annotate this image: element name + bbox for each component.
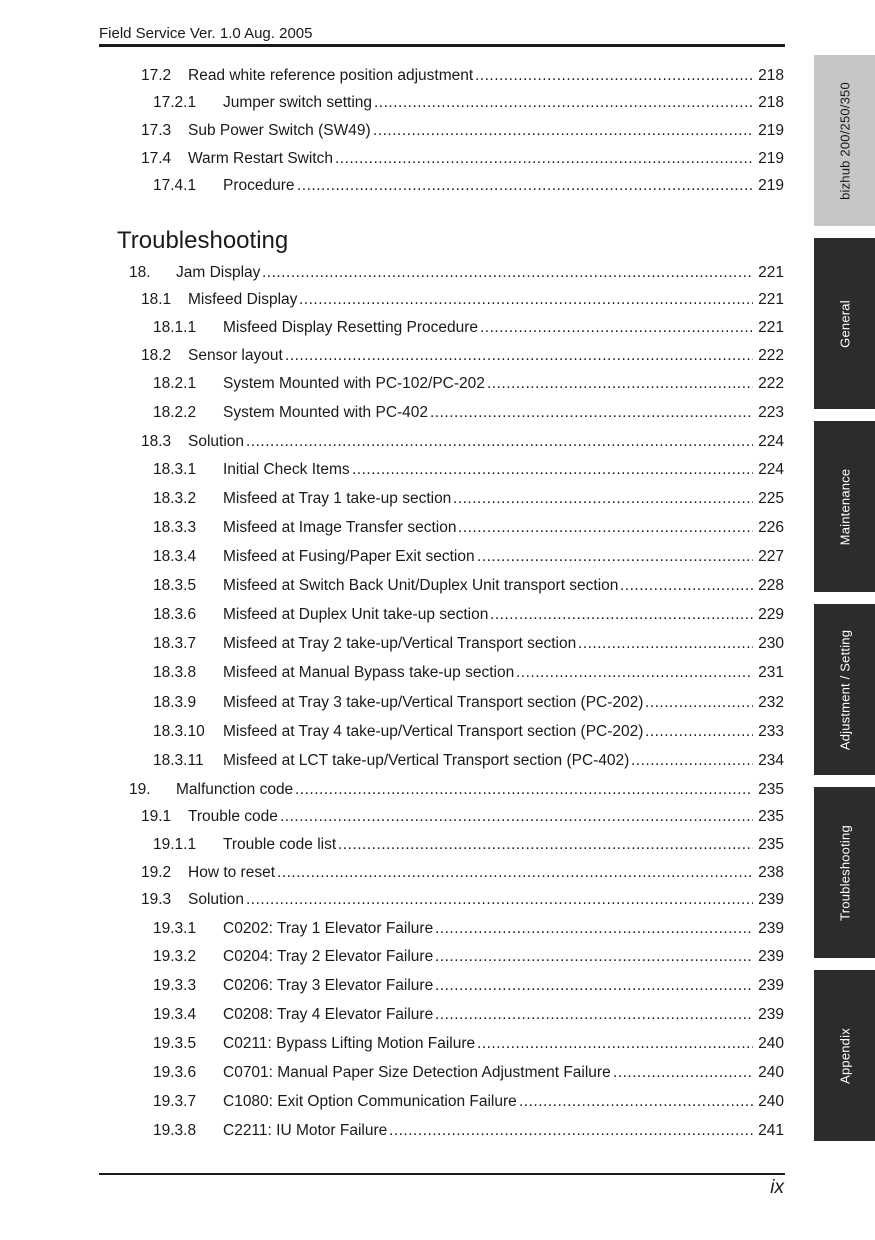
toc-entry[interactable]: [0, 750, 790, 772]
toc-entry-page: 218: [758, 94, 784, 111]
toc-entry-page: 234: [758, 752, 784, 769]
toc-entry-title: Misfeed at Fusing/Paper Exit section: [223, 548, 475, 565]
toc-leader-dots: [480, 317, 753, 339]
toc-leader-dots: [285, 345, 753, 367]
toc-entry[interactable]: [0, 373, 790, 395]
toc-leader-dots: [435, 1004, 753, 1026]
toc-entry[interactable]: [0, 633, 790, 655]
toc-entry-page: 221: [758, 319, 784, 336]
toc-leader-dots: [458, 517, 753, 539]
toc-entry-number: 17.3: [141, 122, 172, 139]
toc-entry-page: 225: [758, 490, 784, 507]
toc-entry-page: 230: [758, 635, 784, 652]
side-tab-label: Appendix: [837, 1027, 852, 1084]
toc-entry-number: 19.1.1: [153, 836, 197, 853]
toc-entry-number: 18.2: [141, 347, 172, 364]
toc-entry[interactable]: [0, 662, 790, 684]
side-tab-label: Troubleshooting: [837, 824, 852, 921]
toc-leader-dots: [338, 834, 753, 856]
toc-leader-dots: [477, 1033, 753, 1055]
toc-entry-page: 235: [758, 781, 784, 798]
toc-entry-title: Warm Restart Switch: [188, 150, 333, 167]
toc-entry[interactable]: [0, 1120, 790, 1142]
toc-entry-title: Misfeed at Duplex Unit take-up section: [223, 606, 489, 623]
toc-entry-title: Initial Check Items: [223, 461, 350, 478]
toc-entry-title: C0211: Bypass Lifting Motion Failure: [223, 1035, 476, 1052]
toc-entry[interactable]: [0, 517, 790, 539]
toc-entry-title: Solution: [188, 433, 245, 450]
toc-entry-title: Trouble code list: [223, 836, 337, 853]
toc-entry-title: Misfeed at Image Transfer section: [223, 519, 457, 536]
toc-entry[interactable]: [0, 148, 790, 170]
side-tab-appendix[interactable]: [814, 970, 875, 1141]
toc-entry-page: 233: [758, 723, 784, 740]
toc-entry[interactable]: [0, 862, 790, 884]
toc-leader-dots: [435, 918, 753, 940]
toc-leader-dots: [373, 120, 753, 142]
toc-entry[interactable]: [0, 1033, 790, 1055]
toc-entry-number: 18.1: [141, 291, 172, 308]
toc-entry-number: 19.: [129, 781, 151, 798]
toc-entry-number: 19.3.5: [153, 1035, 197, 1052]
toc-entry-page: 239: [758, 920, 784, 937]
toc-entry[interactable]: [0, 1062, 790, 1084]
toc-entry-title: C0206: Tray 3 Elevator Failure: [223, 977, 434, 994]
toc-entry-title: Procedure: [223, 177, 295, 194]
footer-rule: [99, 1173, 785, 1175]
toc-entry[interactable]: [0, 918, 790, 940]
side-tab-label: General: [837, 299, 852, 348]
toc-leader-dots: [477, 546, 753, 568]
toc-entry-page: 219: [758, 150, 784, 167]
toc-entry-title: Misfeed Display Resetting Procedure: [223, 319, 479, 336]
toc-entry-number: 18.2.2: [153, 404, 197, 421]
toc-entry-title: Misfeed at LCT take-up/Vertical Transport section (PC-402): [223, 752, 630, 769]
toc-entry-page: 232: [758, 694, 784, 711]
toc-leader-dots: [453, 488, 753, 510]
toc-leader-dots: [335, 148, 753, 170]
toc-entry-page: 218: [758, 67, 784, 84]
toc-leader-dots: [299, 289, 753, 311]
toc-entry-number: 19.3.2: [153, 948, 197, 965]
toc-entry[interactable]: [0, 889, 790, 911]
toc-entry-title: C1080: Exit Option Communication Failure: [223, 1093, 517, 1110]
toc-entry[interactable]: [0, 721, 790, 743]
toc-entry-number: 17.4: [141, 150, 172, 167]
toc-entry[interactable]: [0, 575, 790, 597]
toc-entry-number: 18.3.7: [153, 635, 197, 652]
toc-entry[interactable]: [0, 459, 790, 481]
toc-leader-dots: [645, 721, 753, 743]
toc-entry-number: 19.1: [141, 808, 172, 825]
toc-leader-dots: [295, 779, 753, 801]
toc-leader-dots: [389, 1120, 753, 1142]
toc-entry-title: Trouble code: [188, 808, 278, 825]
toc-entry[interactable]: [0, 946, 790, 968]
side-tab-troubleshooting[interactable]: [814, 787, 875, 958]
toc-entry[interactable]: [0, 806, 790, 828]
toc-entry-number: 18.3.2: [153, 490, 197, 507]
toc-entry[interactable]: [0, 779, 790, 801]
toc-leader-dots: [475, 65, 753, 87]
toc-entry-page: 239: [758, 891, 784, 908]
toc-leader-dots: [374, 92, 753, 114]
toc-leader-dots: [620, 575, 753, 597]
toc-entry-title: Misfeed at Tray 2 take-up/Vertical Transport section: [223, 635, 577, 652]
toc-entry[interactable]: [0, 262, 790, 284]
toc-entry-title: System Mounted with PC-402: [223, 404, 429, 421]
side-tab-maintenance[interactable]: [814, 421, 875, 592]
toc-leader-dots: [613, 1062, 753, 1084]
toc-entry[interactable]: [0, 975, 790, 997]
side-tab-adjustment-setting[interactable]: [814, 604, 875, 775]
toc-entry-page: 240: [758, 1035, 784, 1052]
toc-leader-dots: [246, 431, 753, 453]
toc-entry-page: 235: [758, 836, 784, 853]
toc-entry-page: 226: [758, 519, 784, 536]
toc-entry-number: 18.3.4: [153, 548, 197, 565]
toc-entry-number: 18.1.1: [153, 319, 197, 336]
toc-entry-page: 228: [758, 577, 784, 594]
toc-entry-page: 224: [758, 433, 784, 450]
toc-entry-title: Solution: [188, 891, 245, 908]
toc-entry-page: 240: [758, 1093, 784, 1110]
toc-entry[interactable]: [0, 317, 790, 339]
toc-entry-number: 18.3.3: [153, 519, 197, 536]
toc-entry-number: 19.3.8: [153, 1122, 197, 1139]
toc-entry-title: Jam Display: [176, 264, 261, 281]
toc-entry-number: 18.3.5: [153, 577, 197, 594]
toc-entry-title: C0701: Manual Paper Size Detection Adjustment Failure: [223, 1064, 611, 1081]
toc-entry-page: 227: [758, 548, 784, 565]
toc-entry-title: Malfunction code: [176, 781, 294, 798]
toc-entry-title: Misfeed at Switch Back Unit/Duplex Unit transport section: [223, 577, 619, 594]
toc-entry-page: 241: [758, 1122, 784, 1139]
toc-entry[interactable]: [0, 120, 790, 142]
toc-leader-dots: [352, 459, 753, 481]
toc-entry[interactable]: [0, 1091, 790, 1113]
toc-entry-title: System Mounted with PC-102/PC-202: [223, 375, 485, 392]
toc-entry-page: 219: [758, 177, 784, 194]
toc-entry-number: 18.3.6: [153, 606, 197, 623]
toc-entry[interactable]: [0, 488, 790, 510]
toc-leader-dots: [487, 373, 753, 395]
toc-leader-dots: [277, 862, 753, 884]
toc-entry[interactable]: [0, 402, 790, 424]
toc-entry-title: Misfeed at Manual Bypass take-up section: [223, 664, 515, 681]
toc-entry-page: 235: [758, 808, 784, 825]
toc-entry-page: 224: [758, 461, 784, 478]
toc-leader-dots: [519, 1091, 753, 1113]
toc-entry[interactable]: [0, 65, 790, 87]
toc-entry-number: 18.3.10: [153, 723, 205, 740]
header-rule: [99, 44, 785, 47]
toc-leader-dots: [578, 633, 753, 655]
toc-entry-title: Sub Power Switch (SW49): [188, 122, 371, 139]
toc-entry-page: 239: [758, 977, 784, 994]
toc-entry-number: 18.3.9: [153, 694, 197, 711]
toc-entry-number: 19.3.7: [153, 1093, 197, 1110]
toc-entry[interactable]: [0, 834, 790, 856]
toc-entry-page: 229: [758, 606, 784, 623]
toc-entry[interactable]: [0, 604, 790, 626]
toc-entry-number: 19.2: [141, 864, 172, 881]
toc-entry-page: 238: [758, 864, 784, 881]
toc-entry-page: 221: [758, 291, 784, 308]
toc-entry-number: 18.: [129, 264, 151, 281]
toc-entry-title: C0204: Tray 2 Elevator Failure: [223, 948, 434, 965]
toc-entry[interactable]: [0, 431, 790, 453]
toc-entry-number: 19.3.1: [153, 920, 197, 937]
toc-leader-dots: [280, 806, 753, 828]
toc-leader-dots: [297, 175, 753, 197]
toc-entry-number: 18.3.1: [153, 461, 197, 478]
toc-entry[interactable]: [0, 546, 790, 568]
toc-leader-dots: [246, 889, 753, 911]
toc-entry-page: 223: [758, 404, 784, 421]
side-tab-label: bizhub 200/250/350: [837, 81, 852, 200]
toc-entry-number: 17.2.1: [153, 94, 197, 111]
toc-entry-title: Read white reference position adjustment: [188, 67, 474, 84]
toc-entry-number: 18.3.8: [153, 664, 197, 681]
toc-leader-dots: [435, 975, 753, 997]
toc-entry-page: 239: [758, 948, 784, 965]
toc-entry-title: Misfeed at Tray 4 take-up/Vertical Transport section (PC-202): [223, 723, 644, 740]
toc-entry[interactable]: [0, 1004, 790, 1026]
toc-entry-number: 19.3: [141, 891, 172, 908]
toc-entry-page: 231: [758, 664, 784, 681]
toc-entry-title: Sensor layout: [188, 347, 283, 364]
toc-entry-page: 240: [758, 1064, 784, 1081]
toc-entry-title: Misfeed at Tray 1 take-up section: [223, 490, 452, 507]
toc-entry-number: 18.3.11: [153, 752, 204, 769]
toc-entry-number: 19.3.3: [153, 977, 197, 994]
side-tab-model[interactable]: [814, 55, 875, 226]
toc-entry-number: 18.2.1: [153, 375, 197, 392]
toc-entry-page: 222: [758, 347, 784, 364]
toc-entry[interactable]: [0, 92, 790, 114]
toc-entry-number: 17.4.1: [153, 177, 197, 194]
side-tab-general[interactable]: [814, 238, 875, 409]
toc-leader-dots: [435, 946, 753, 968]
side-tab-label: Adjustment / Setting: [837, 629, 852, 750]
page-number: ix: [770, 1177, 784, 1198]
toc-entry[interactable]: [0, 692, 790, 714]
toc-leader-dots: [516, 662, 753, 684]
toc-entry[interactable]: [0, 289, 790, 311]
toc-entry-title: C2211: IU Motor Failure: [223, 1122, 388, 1139]
toc-entry-title: Misfeed at Tray 3 take-up/Vertical Transport section (PC-202): [223, 694, 644, 711]
toc-entry-number: 18.3: [141, 433, 172, 450]
toc-leader-dots: [262, 262, 753, 284]
toc-entry-page: 222: [758, 375, 784, 392]
toc-entry-number: 17.2: [141, 67, 172, 84]
toc-entry[interactable]: [0, 175, 790, 197]
section-title: Troubleshooting: [117, 227, 289, 254]
toc-leader-dots: [631, 750, 753, 772]
toc-leader-dots: [645, 692, 753, 714]
toc-entry-page: 239: [758, 1006, 784, 1023]
toc-entry-title: Jumper switch setting: [223, 94, 373, 111]
toc-entry-number: 19.3.6: [153, 1064, 197, 1081]
toc-entry-number: 19.3.4: [153, 1006, 197, 1023]
toc-leader-dots: [490, 604, 753, 626]
toc-entry-page: 219: [758, 122, 784, 139]
toc-entry-title: Misfeed Display: [188, 291, 298, 308]
toc-entry-title: C0202: Tray 1 Elevator Failure: [223, 920, 434, 937]
header-text: Field Service Ver. 1.0 Aug. 2005: [99, 25, 313, 42]
toc-leader-dots: [430, 402, 753, 424]
toc-entry-title: How to reset: [188, 864, 276, 881]
side-tab-label: Maintenance: [837, 468, 852, 545]
toc-entry-title: C0208: Tray 4 Elevator Failure: [223, 1006, 434, 1023]
toc-entry-page: 221: [758, 264, 784, 281]
toc-entry[interactable]: [0, 345, 790, 367]
